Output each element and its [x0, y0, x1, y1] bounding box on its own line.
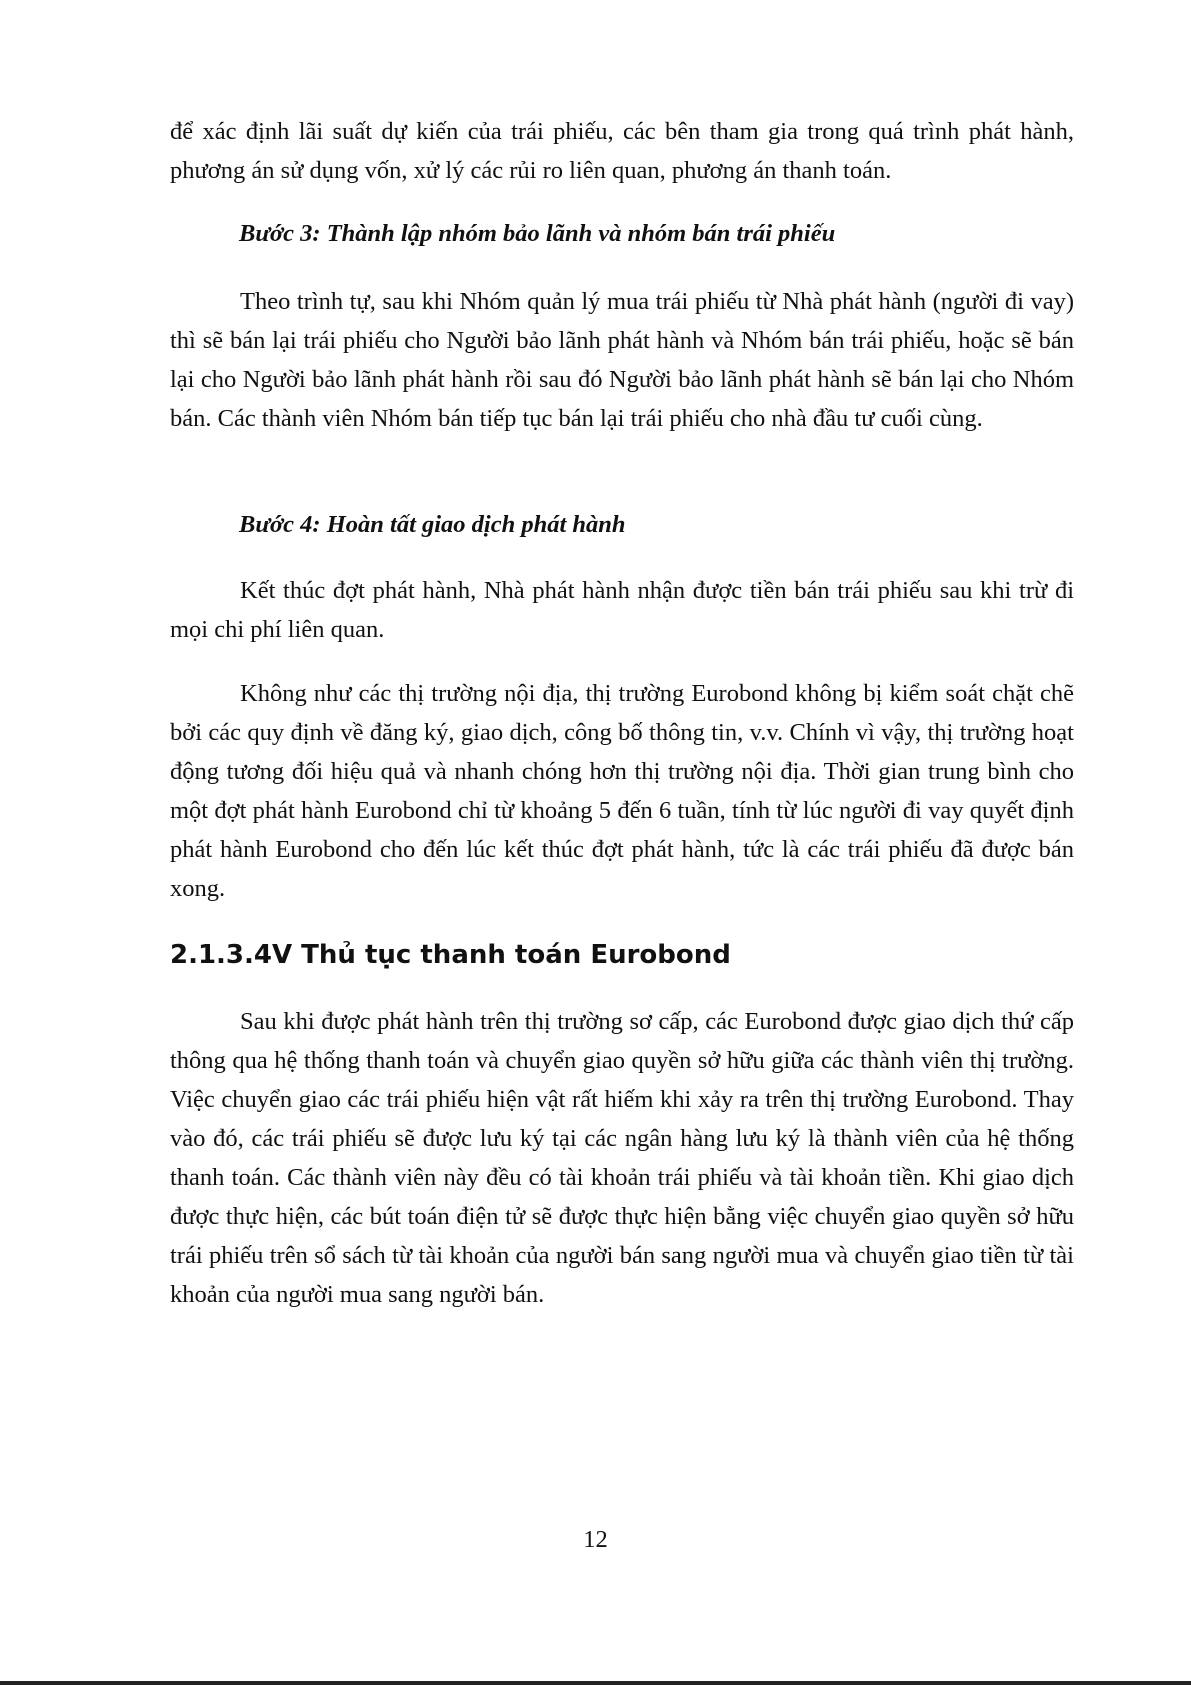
step-3-heading: Bước 3: Thành lập nhóm bảo lãnh và nhóm bán trái phiếu: [239, 220, 836, 247]
page-number: 12: [583, 1526, 608, 1553]
paragraph-continuation: để xác định lãi suất dự kiến của trái phiếu, các bên tham gia trong quá trình phát hành, phương án sử dụng vốn, xử lý các rủi ro liên quan, phương án thanh toán.: [170, 118, 1074, 184]
paragraph-eurobond-market: Không như các thị trường nội địa, thị trường Eurobond không bị kiểm soát chặt chẽ bởi các quy định về đăng ký, giao dịch, công bố thông tin, v.v. Chính vì vậy, thị trường hoạt động tương đối hiệu quả và nhanh chóng hơn thị trường nội địa. Thời gian trung bình cho một đợt phát hành Eurobond chỉ từ khoảng 5 đến 6 tuần, tính từ lúc người đi vay quyết định phát hành Eurobond cho đến lúc kết thúc đợt phát hành, tức là các trái phiếu đã được bán xong.: [170, 680, 1074, 902]
bottom-edge-rule: [0, 1681, 1191, 1685]
paragraph-step-3-body: Theo trình tự, sau khi Nhóm quản lý mua trái phiếu từ Nhà phát hành (người đi vay) thì sẽ bán lại trái phiếu cho Người bảo lãnh phát hành và Nhóm bán trái phiếu, hoặc sẽ bán lại cho Người bảo lãnh phát hành rồi sau đó Người bảo lãnh phát hành sẽ bán lại cho Nhóm bán. Các thành viên Nhóm bán tiếp tục bán lại trái phiếu cho nhà đầu tư cuối cùng.: [170, 288, 1074, 432]
paragraph-step-4-body: Kết thúc đợt phát hành, Nhà phát hành nhận được tiền bán trái phiếu sau khi trừ đi mọi chi phí liên quan.: [170, 577, 1074, 643]
step-4-heading: Bước 4: Hoàn tất giao dịch phát hành: [239, 511, 626, 538]
section-heading-payment-procedure: 2.1.3.4V Thủ tục thanh toán Eurobond: [170, 940, 731, 970]
paragraph-payment-procedure: Sau khi được phát hành trên thị trường sơ cấp, các Eurobond được giao dịch thứ cấp thông qua hệ thống thanh toán và chuyển giao quyền sở hữu giữa các thành viên thị trường. Việc chuyển giao các trái phiếu hiện vật rất hiếm khi xảy ra trên thị trường Eurobond. Thay vào đó, các trái phiếu sẽ được lưu ký tại các ngân hàng lưu ký là thành viên của hệ thống thanh toán. Các thành viên này đều có tài khoản trái phiếu và tài khoản tiền. Khi giao dịch được thực hiện, các bút toán điện tử sẽ được thực hiện bằng việc chuyển giao quyền sở hữu trái phiếu trên sổ sách từ tài khoản của người bán sang người mua và chuyển giao tiền từ tài khoản của người mua sang người bán.: [170, 1008, 1074, 1308]
